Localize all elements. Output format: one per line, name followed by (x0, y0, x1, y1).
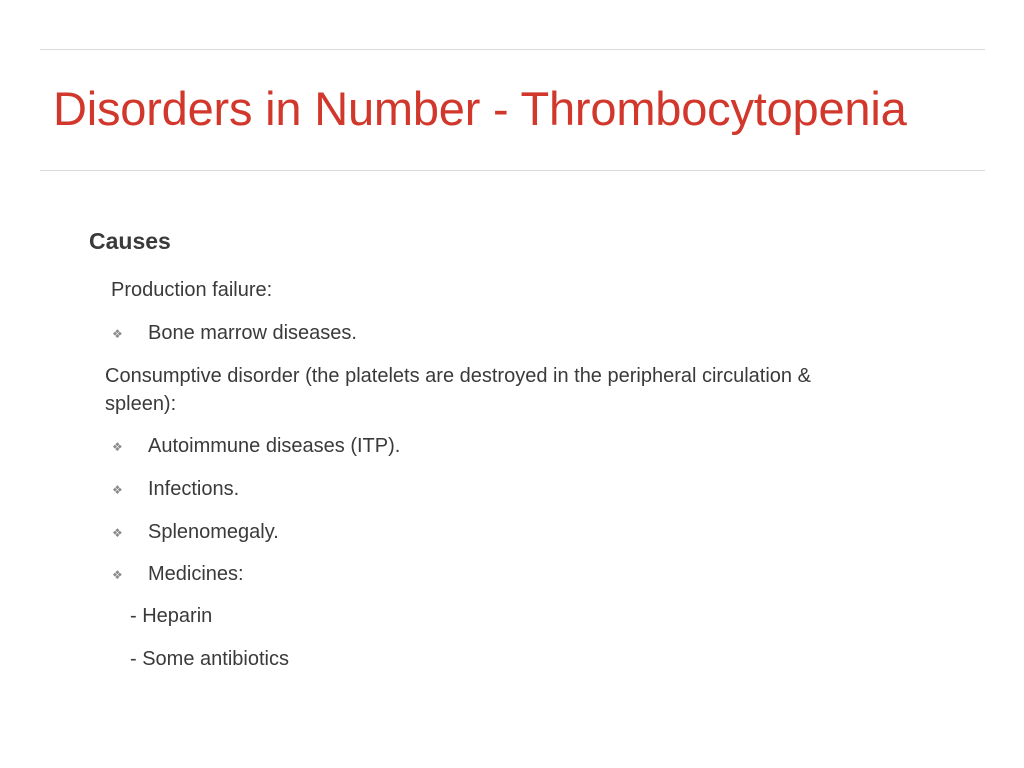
diamond-bullet-icon: ❖ (112, 526, 123, 540)
list-item: Splenomegaly. (148, 521, 279, 543)
consumptive-disorder-label: Consumptive disorder (the platelets are destroyed in the peripheral circulation & (105, 365, 811, 387)
list-item: Medicines: (148, 563, 244, 585)
list-item: Autoimmune diseases (ITP). (148, 435, 401, 457)
diamond-bullet-icon: ❖ (112, 483, 123, 497)
diamond-bullet-icon: ❖ (112, 568, 123, 582)
diamond-bullet-icon: ❖ (112, 327, 123, 341)
slide-title: Disorders in Number - Thrombocytopenia (53, 82, 907, 135)
list-item: Infections. (148, 478, 240, 500)
list-item: Bone marrow diseases. (148, 322, 357, 344)
consumptive-disorder-label-continued: spleen): (105, 393, 177, 415)
sub-list-item: - Heparin (130, 605, 213, 627)
production-failure-label: Production failure: (111, 279, 273, 301)
causes-heading: Causes (89, 228, 171, 254)
diamond-bullet-icon: ❖ (112, 440, 123, 454)
sub-list-item: - Some antibiotics (130, 648, 289, 670)
